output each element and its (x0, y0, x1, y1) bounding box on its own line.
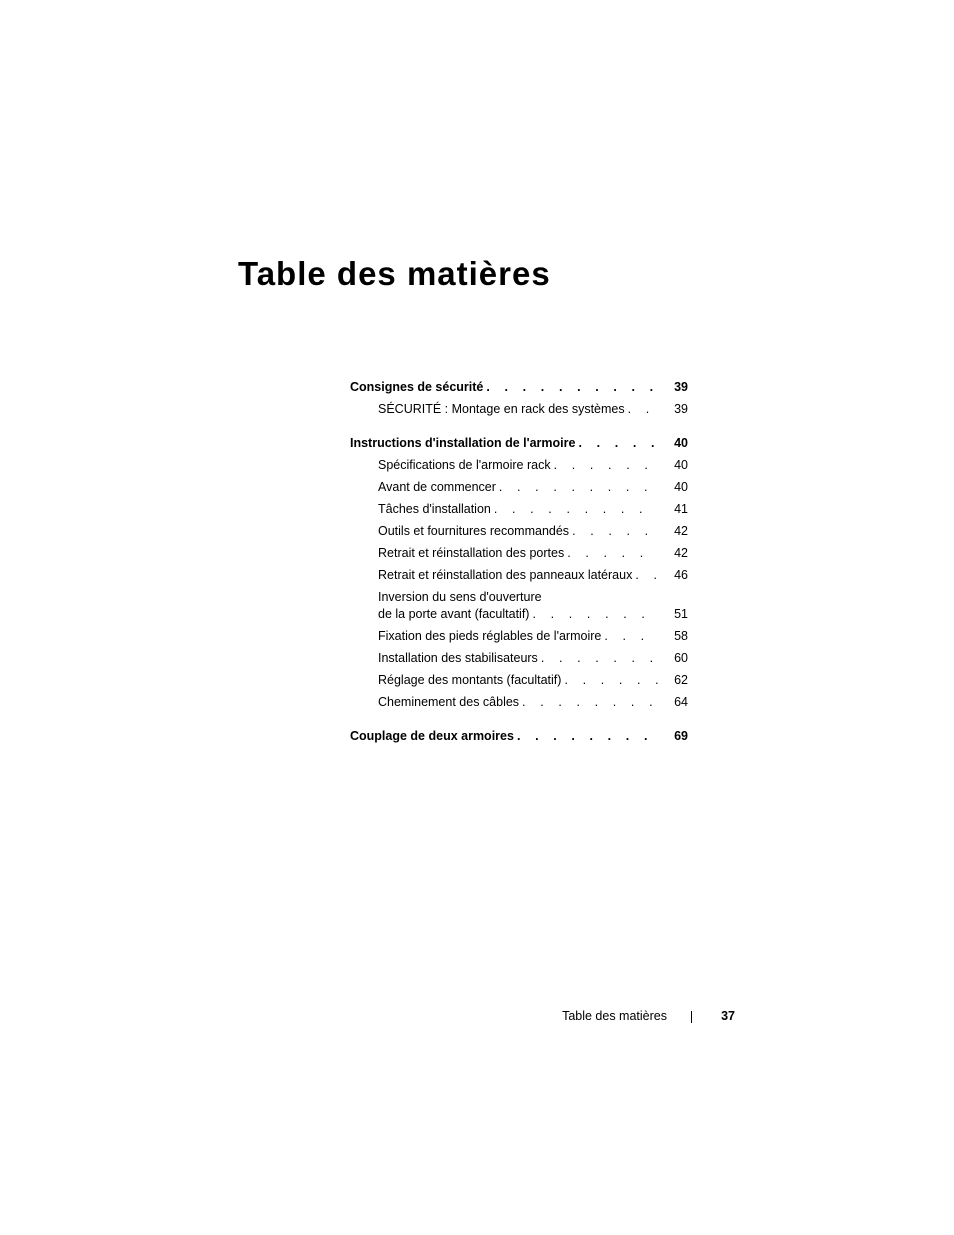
page-title: Table des matières (238, 255, 551, 292)
dot-leader (541, 650, 658, 667)
dot-leader (604, 628, 658, 645)
toc-entry-label: Instructions d'installation de l'armoire (350, 436, 576, 450)
toc-page-number: 62 (674, 673, 688, 687)
toc-entry-label: Consignes de sécurité (350, 380, 484, 394)
page-number: 37 (721, 1009, 735, 1023)
dot-leader (532, 606, 658, 623)
toc-section[interactable] (350, 379, 688, 396)
toc-subsection[interactable] (350, 672, 688, 689)
dot-leader (486, 379, 658, 396)
toc-entry-label: Couplage de deux armoires (350, 729, 514, 743)
toc-page-number: 60 (674, 651, 688, 665)
dot-leader (572, 523, 658, 540)
toc-page-number: 40 (674, 480, 688, 494)
dot-leader (522, 694, 658, 711)
dot-leader (567, 545, 658, 562)
dot-leader (564, 672, 658, 689)
toc-entry-label: Installation des stabilisateurs (378, 651, 538, 665)
page-footer (540, 1007, 735, 1025)
toc-subsection[interactable] (350, 650, 688, 667)
toc-subsection[interactable] (350, 545, 688, 562)
toc-entry-label: Retrait et réinstallation des portes (378, 546, 565, 560)
toc-page-number: 42 (674, 524, 688, 538)
toc-entry-label: Inversion du sens d'ouverture (378, 590, 542, 604)
toc-page-number: 46 (674, 568, 688, 582)
dot-leader (628, 401, 658, 418)
toc-subsection[interactable] (350, 457, 688, 474)
toc-entry-label: Outils et fournitures recommandés (378, 524, 570, 538)
toc-subsection[interactable] (350, 589, 688, 623)
footer-divider (691, 1011, 692, 1023)
toc-entry-label: de la porte avant (facultatif) (378, 607, 530, 621)
toc-entry-label: Spécifications de l'armoire rack (378, 458, 551, 472)
toc-entry-label: Tâches d'installation (378, 502, 491, 516)
toc-section[interactable] (350, 435, 688, 452)
dot-leader (499, 479, 658, 496)
dot-leader (554, 457, 658, 474)
footer-label: Table des matières (562, 1009, 667, 1023)
toc-subsection[interactable] (350, 628, 688, 645)
toc-entry-label: Retrait et réinstallation des panneaux latéraux (378, 568, 633, 582)
toc-subsection[interactable] (350, 694, 688, 711)
toc-subsection[interactable] (350, 567, 688, 584)
toc-subsection[interactable] (350, 401, 688, 418)
toc-page-number: 39 (674, 402, 688, 416)
toc-page-number: 41 (674, 502, 688, 516)
toc-subsection[interactable] (350, 523, 688, 540)
table-of-contents (350, 379, 688, 745)
toc-page-number: 51 (674, 607, 688, 621)
toc-subsection[interactable] (350, 479, 688, 496)
toc-page-number: 42 (674, 546, 688, 560)
toc-page-number: 64 (674, 695, 688, 709)
toc-entry-label: SÉCURITÉ : Montage en rack des systèmes (378, 402, 625, 416)
dot-leader (494, 501, 658, 518)
toc-section[interactable] (350, 728, 688, 745)
toc-page-number: 58 (674, 629, 688, 643)
toc-page-number: 39 (674, 380, 688, 394)
toc-subsection[interactable] (350, 501, 688, 518)
dot-leader (635, 567, 658, 584)
toc-page-number: 69 (674, 729, 688, 743)
toc-entry-label: Réglage des montants (facultatif) (378, 673, 562, 687)
toc-entry-label: Fixation des pieds réglables de l'armoire (378, 629, 602, 643)
toc-page-number: 40 (674, 436, 688, 450)
dot-leader (517, 728, 658, 745)
dot-leader (578, 435, 658, 452)
toc-page-number: 40 (674, 458, 688, 472)
toc-entry-label: Avant de commencer (378, 480, 496, 494)
toc-entry-label: Cheminement des câbles (378, 695, 520, 709)
